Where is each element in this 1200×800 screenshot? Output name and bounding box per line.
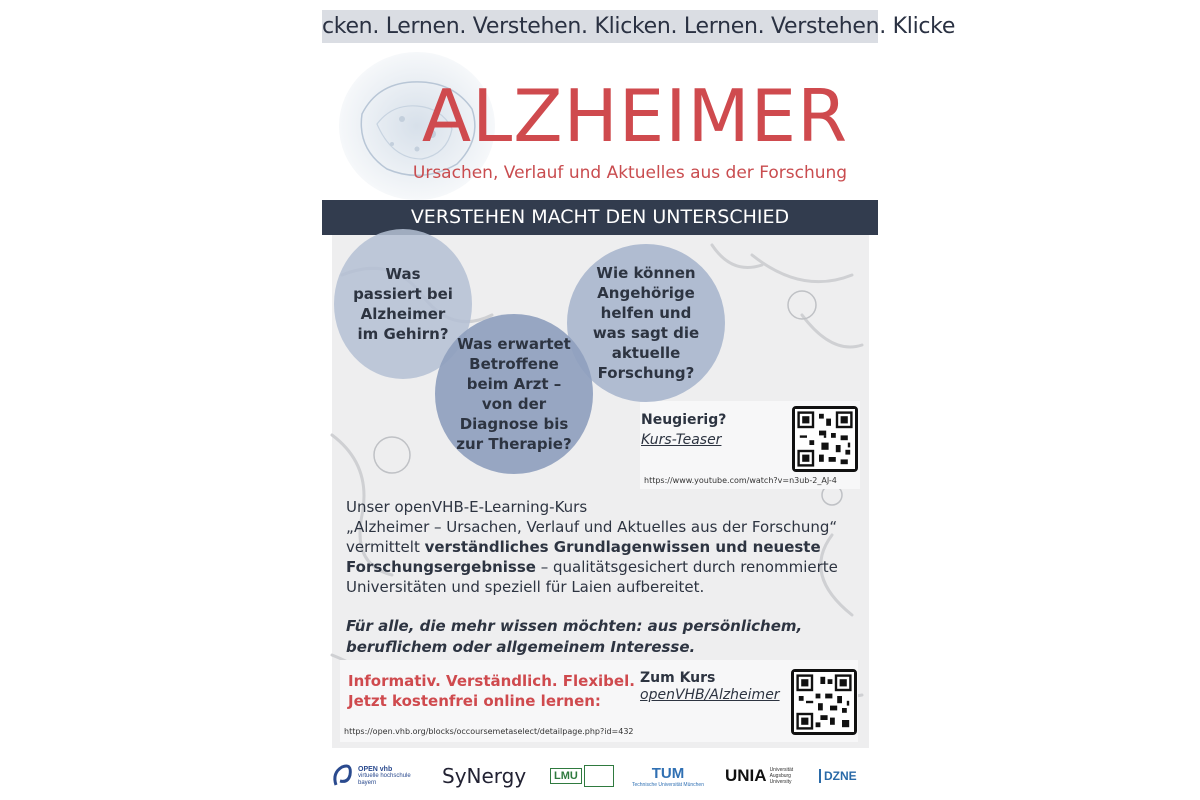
- lmu-logo[interactable]: LMU: [550, 756, 614, 796]
- page-subtitle: Ursachen, Verlauf und Aktuelles aus der Forschung: [412, 163, 848, 183]
- uni-augsburg-logo[interactable]: UNIA Universität Augsburg University: [725, 766, 794, 785]
- question-bubble-doctor: Was erwartet Betroffene beim Arzt – von der Diagnose bis zur Therapie?: [435, 314, 593, 474]
- question-bubble-relatives: Wie können Angehörige helfen und was sagt die aktuelle Forschung?: [567, 244, 725, 402]
- marquee-strip: cken. Lernen. Verstehen. Klicken. Lernen. Verstehen. Klicke: [322, 10, 878, 43]
- audience-statement: Für alle, die mehr wissen möchten: aus persönlichem, beruflichem oder allgemeinem Interesse.: [346, 617, 803, 656]
- course-description: Unser openVHB-E-Learning-Kurs „Alzheimer – Ursachen, Verlauf und Aktuelles aus der Forschung“ vermittelt verständliches Grundlagenwissen und neueste Forschungsergebnisse – qualitätsgesichert durch renommierte Universitäten und speziell für Laien aufbereitet.: [346, 498, 838, 596]
- qr-pattern: [794, 672, 854, 732]
- course-url[interactable]: https://open.vhb.org/blocks/occoursemetaselect/detailpage.php?id=432: [344, 727, 634, 736]
- page-title: ALZHEIMER: [421, 74, 849, 158]
- tum-logo[interactable]: TUM Technische Universität München: [632, 764, 704, 788]
- question-bubble-brain: Was passiert bei Alzheimer im Gehirn?: [334, 229, 472, 379]
- dzne-logo[interactable]: DZNE: [819, 756, 857, 796]
- headline-banner: VERSTEHEN MACHT DEN UNTERSCHIED: [322, 200, 878, 235]
- synergy-logo[interactable]: SyNergy: [442, 764, 527, 788]
- course-heading: Zum Kurs: [640, 670, 716, 686]
- teaser-link[interactable]: Kurs-Teaser: [641, 432, 722, 448]
- course-qr-code[interactable]: [791, 669, 857, 735]
- openvhb-swirl-icon: [328, 761, 358, 791]
- teaser-heading: Neugierig?: [641, 412, 727, 428]
- teaser-url[interactable]: https://www.youtube.com/watch?v=n3ub-2_AJ-4: [644, 476, 837, 485]
- qr-pattern: [795, 409, 855, 469]
- teaser-qr-code[interactable]: [792, 406, 858, 472]
- openvhb-logo[interactable]: OPEN vhb virtuelle hochschule bayern: [328, 756, 418, 796]
- course-link[interactable]: openVHB/Alzheimer: [640, 687, 780, 703]
- partner-logos: [322, 756, 878, 796]
- poster: [322, 8, 956, 800]
- cta-text: Informativ. Verständlich. Flexibel. Jetzt kostenfrei online lernen:: [348, 672, 635, 710]
